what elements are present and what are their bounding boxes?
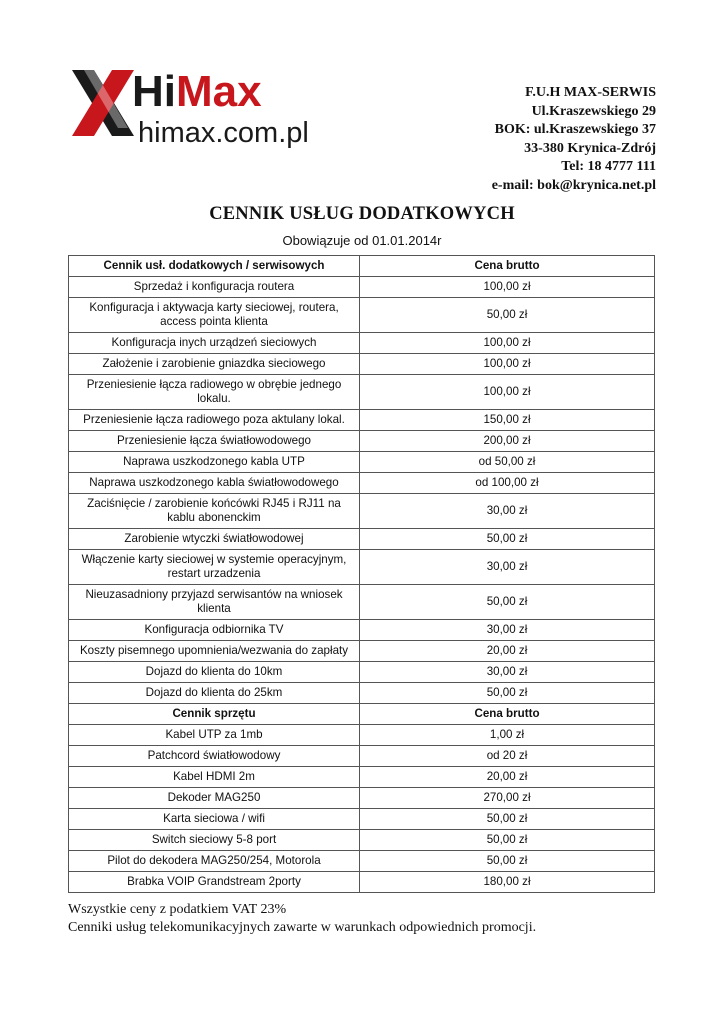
table-row <box>69 585 655 620</box>
table-row <box>69 830 655 851</box>
table-row <box>69 725 655 746</box>
price-cell: 50,00 zł <box>360 809 655 830</box>
service-name-cell: Brabka VOIP Grandstream 2porty <box>69 872 360 893</box>
table-row <box>69 641 655 662</box>
company-address: Ul.Kraszewskiego 29 <box>531 103 656 119</box>
price-cell: 150,00 zł <box>360 410 655 431</box>
table-row <box>69 620 655 641</box>
price-cell: 30,00 zł <box>360 550 655 585</box>
himax-logo-graphic <box>70 66 320 152</box>
price-cell: 30,00 zł <box>360 662 655 683</box>
footer-promo-note: Cenniki usług telekomunikacyjnych zawarte w warunkach odpowiednich promocji. <box>68 919 537 935</box>
price-table <box>68 255 655 893</box>
service-name-cell: Switch sieciowy 5-8 port <box>69 830 360 851</box>
service-name-cell: Konfiguracja inych urządzeń sieciowych <box>69 333 360 354</box>
service-name-cell: Przeniesienie łącza światłowodowego <box>69 431 360 452</box>
service-name-cell: Założenie i zarobienie gniazdka sieciowego <box>69 354 360 375</box>
service-name-cell: Konfiguracja i aktywacja karty sieciowej, routera, access pointa klienta <box>69 298 360 333</box>
service-name-cell: Karta sieciowa / wifi <box>69 809 360 830</box>
table-row <box>69 809 655 830</box>
logo-domain: himax.com.pl <box>138 117 309 149</box>
service-name-cell: Dojazd do klienta do 10km <box>69 662 360 683</box>
company-city: 33-380 Krynica-Zdrój <box>524 140 656 156</box>
table-row <box>69 452 655 473</box>
service-name-cell: Konfiguracja odbiornika TV <box>69 620 360 641</box>
table-row <box>69 494 655 529</box>
price-cell: 50,00 zł <box>360 298 655 333</box>
service-name-cell: Przeniesienie łącza radiowego poza aktulany lokal. <box>69 410 360 431</box>
service-name-cell: Zaciśnięcie / zarobienie końcówki RJ45 i RJ11 na kablu abonenckim <box>69 494 360 529</box>
price-cell: 50,00 zł <box>360 529 655 550</box>
price-cell: 270,00 zł <box>360 788 655 809</box>
price-cell: 50,00 zł <box>360 830 655 851</box>
table-row <box>69 298 655 333</box>
table-header-row <box>69 256 655 277</box>
price-cell: od 100,00 zł <box>360 473 655 494</box>
table-row <box>69 277 655 298</box>
table-row <box>69 431 655 452</box>
company-address-block <box>492 84 656 196</box>
table-row <box>69 851 655 872</box>
price-cell: od 20 zł <box>360 746 655 767</box>
price-cell: 20,00 zł <box>360 767 655 788</box>
company-email: e-mail: bok@krynica.net.pl <box>491 177 656 193</box>
price-cell: 200,00 zł <box>360 431 655 452</box>
table-row <box>69 788 655 809</box>
column-header-service: Cennik sprzętu <box>69 704 360 725</box>
company-name: F.U.H MAX-SERWIS <box>525 85 656 100</box>
service-name-cell: Pilot do dekodera MAG250/254, Motorola <box>69 851 360 872</box>
service-name-cell: Dojazd do klienta do 25km <box>69 683 360 704</box>
price-cell: 30,00 zł <box>360 620 655 641</box>
service-name-cell: Patchcord światłowodowy <box>69 746 360 767</box>
document-subtitle: Obowiązuje od 01.01.2014r <box>282 233 442 248</box>
himax-logo <box>70 66 320 152</box>
price-cell: 100,00 zł <box>360 375 655 410</box>
service-name-cell: Naprawa uszkodzonego kabla UTP <box>69 452 360 473</box>
logo-brand-hi: Hi <box>132 67 176 116</box>
table-row <box>69 550 655 585</box>
table-row <box>69 333 655 354</box>
price-cell: od 50,00 zł <box>360 452 655 473</box>
footer-vat-note: Wszystkie ceny z podatkiem VAT 23% <box>68 902 287 917</box>
table-header-row <box>69 704 655 725</box>
column-header-price: Cena brutto <box>360 256 655 277</box>
price-cell: 100,00 zł <box>360 354 655 375</box>
table-row <box>69 354 655 375</box>
service-name-cell: Koszty pisemnego upomnienia/wezwania do zapłaty <box>69 641 360 662</box>
column-header-service: Cennik usł. dodatkowych / serwisowych <box>69 256 360 277</box>
table-row <box>69 473 655 494</box>
price-cell: 1,00 zł <box>360 725 655 746</box>
service-name-cell: Kabel HDMI 2m <box>69 767 360 788</box>
price-cell: 50,00 zł <box>360 683 655 704</box>
price-cell: 50,00 zł <box>360 851 655 872</box>
table-row <box>69 375 655 410</box>
table-row <box>69 767 655 788</box>
price-cell: 180,00 zł <box>360 872 655 893</box>
price-cell: 100,00 zł <box>360 277 655 298</box>
service-name-cell: Zarobienie wtyczki światłowodowej <box>69 529 360 550</box>
service-name-cell: Naprawa uszkodzonego kabla światłowodowego <box>69 473 360 494</box>
service-name-cell: Dekoder MAG250 <box>69 788 360 809</box>
footer-notes <box>68 901 536 936</box>
price-cell: 50,00 zł <box>360 585 655 620</box>
service-name-cell: Przeniesienie łącza radiowego w obrębie jednego lokalu. <box>69 375 360 410</box>
table-row <box>69 746 655 767</box>
logo-brand-max: Max <box>176 67 262 116</box>
price-cell: 100,00 zł <box>360 333 655 354</box>
document-title: CENNIK USŁUG DODATKOWYCH <box>209 204 515 224</box>
company-office: BOK: ul.Kraszewskiego 37 <box>494 122 656 138</box>
service-name-cell: Nieuzasadniony przyjazd serwisantów na wniosek klienta <box>69 585 360 620</box>
service-name-cell: Kabel UTP za 1mb <box>69 725 360 746</box>
column-header-price: Cena brutto <box>360 704 655 725</box>
table-row <box>69 410 655 431</box>
table-row <box>69 529 655 550</box>
price-cell: 20,00 zł <box>360 641 655 662</box>
price-cell: 30,00 zł <box>360 494 655 529</box>
company-phone: Tel: 18 4777 111 <box>561 159 656 175</box>
table-row <box>69 662 655 683</box>
table-row <box>69 872 655 893</box>
table-row <box>69 683 655 704</box>
logo-brand-text <box>132 67 262 116</box>
service-name-cell: Sprzedaż i konfiguracja routera <box>69 277 360 298</box>
service-name-cell: Włączenie karty sieciowej w systemie operacyjnym, restart urzadzenia <box>69 550 360 585</box>
